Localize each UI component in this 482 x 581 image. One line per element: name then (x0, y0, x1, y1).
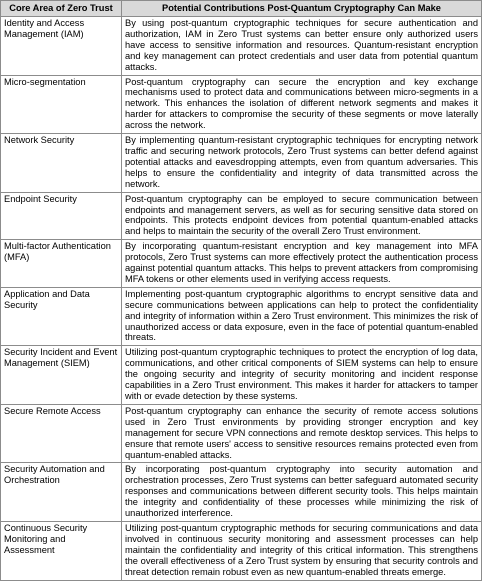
core-area-cell: Multi-factor Authentication (MFA) (1, 240, 122, 288)
contribution-cell: Post-quantum cryptography can secure the encryption and key exchange mechanisms used to protect data and communications between micro-segments in a network. This enhances the isolation of different network segments and makes it harder for attackers to compromise the security of these segments or move laterally across the network. (122, 75, 482, 134)
contribution-cell: By incorporating post-quantum cryptography into security automation and orchestration processes, Zero Trust systems can better safeguard automated security responses and communications between different security tools. This helps maintain the integrity and confidentiality of these processes while minimizing the risk of unauthorized interference. (122, 463, 482, 522)
table-row (1, 463, 482, 522)
table-row (1, 521, 482, 580)
core-area-cell: Security Incident and Event Management (SIEM) (1, 346, 122, 405)
core-area-cell: Identity and Access Management (IAM) (1, 17, 122, 76)
table-row (1, 240, 482, 288)
table-row (1, 287, 482, 346)
core-area-cell: Security Automation and Orchestration (1, 463, 122, 522)
core-area-cell: Endpoint Security (1, 192, 122, 240)
core-area-cell: Secure Remote Access (1, 404, 122, 463)
contribution-cell: Post-quantum cryptography can be employed to secure communication between endpoints and management servers, as well as for securing sensitive data stored on endpoints. This protects endpoint devices from potential quantum-enabled attacks and helps to maintain the security of the overall Zero Trust environment. (122, 192, 482, 240)
core-area-cell: Network Security (1, 134, 122, 193)
column-header-contributions: Potential Contributions Post-Quantum Cryptography Can Make (122, 1, 482, 17)
contribution-cell: By incorporating quantum-resistant encryption and key management into MFA protocols, Zero Trust systems can more effectively protect the authentication process against potential quantum attacks. This helps to prevent attackers from compromising MFA tokens or other elements used in verifying access requests. (122, 240, 482, 288)
contribution-cell: By using post-quantum cryptographic techniques for secure authentication and authorization, IAM in Zero Trust systems can better ensure only authorized users have access to sensitive information and resources. Quantum-resistant encryption and key management can protect credentials and user data from potential quantum attacks. (122, 17, 482, 76)
core-area-cell: Application and Data Security (1, 287, 122, 346)
table-row (1, 192, 482, 240)
contribution-cell: Implementing post-quantum cryptographic algorithms to encrypt sensitive data and secure communications between applications can help to protect the confidentiality and integrity of information within a Zero Trust environment. This minimizes the risk of unauthorized access or data exposure, even in the face of potential quantum-enabled threats. (122, 287, 482, 346)
table-row (1, 134, 482, 193)
table-row (1, 17, 482, 76)
column-header-core-area: Core Area of Zero Trust (1, 1, 122, 17)
core-area-cell: Micro-segmentation (1, 75, 122, 134)
contribution-cell: Utilizing post-quantum cryptographic techniques to protect the encryption of log data, communications, and other critical components of SIEM systems can help to ensure the ongoing security and integrity of security monitoring and incident response capabilities in a Zero Trust environment. This makes it harder for attackers to tamper with or evade detection by these systems. (122, 346, 482, 405)
core-area-cell: Continuous Security Monitoring and Assessment (1, 521, 122, 580)
contribution-cell: Post-quantum cryptography can enhance the security of remote access solutions used in Zero Trust environments by providing stronger encryption and key management for secure VPN connections and remote desktop services. This helps to ensure that remote users' access to sensitive resources remains protected even from quantum-enabled attacks. (122, 404, 482, 463)
table-row (1, 75, 482, 134)
contribution-cell: Utilizing post-quantum cryptographic methods for securing communications and data involved in continuous security monitoring and assessment processes can help maintain the confidentiality and integrity of this critical information. This strengthens the overall effectiveness of a Zero Trust system by ensuring that security controls and threat detection remain robust even as new quantum-enabled threats emerge. (122, 521, 482, 580)
table-header-row (1, 1, 482, 17)
table-row (1, 404, 482, 463)
contribution-cell: By implementing quantum-resistant cryptographic techniques for encrypting network traffic and securing network protocols, Zero Trust systems can better defend against potential attacks and eavesdropping attempts, even from quantum adversaries. This helps to ensure the confidentiality and integrity of data transmitted across the network. (122, 134, 482, 193)
table-row (1, 346, 482, 405)
